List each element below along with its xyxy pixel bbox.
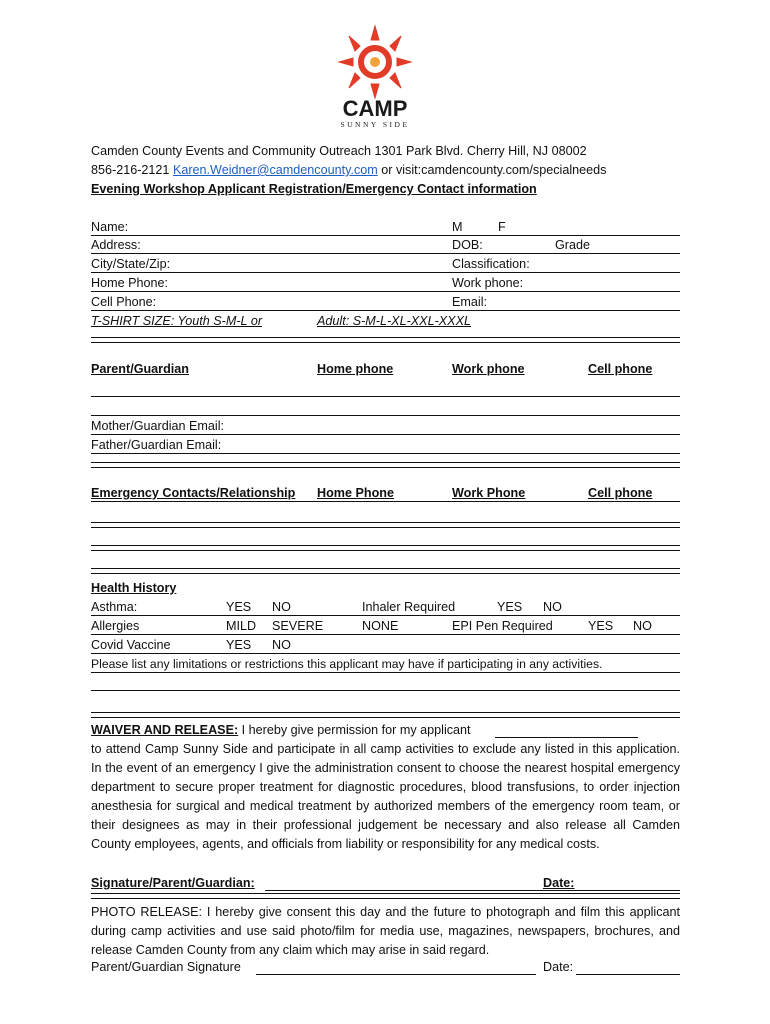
guardian-row-1[interactable] xyxy=(91,396,680,397)
logo-brand-text: CAMP xyxy=(342,96,408,121)
inhaler-yes[interactable]: YES xyxy=(497,600,523,614)
address-field[interactable] xyxy=(91,253,680,254)
waiver-date-label: Date: xyxy=(543,876,575,890)
header-address: Camden County Events and Community Outreach 1301 Park Blvd. Cherry Hill, NJ 08002 xyxy=(91,144,587,158)
section-divider xyxy=(91,462,680,468)
limitations-field-1[interactable] xyxy=(91,672,680,673)
epi-pen-no[interactable]: NO xyxy=(633,619,652,633)
allergies-label: Allergies xyxy=(91,619,140,633)
allergies-severe[interactable]: SEVERE xyxy=(272,619,324,633)
photo-release-body: PHOTO RELEASE: I hereby give consent this day and the future to photograph and film this applicant during camp activities and use said photo/film for media use, magazines, newspapers, brochures, and release Camden County from any claim which may arise in said regard. xyxy=(91,905,680,957)
female-label: F xyxy=(498,220,506,234)
form-title: Evening Workshop Applicant Registration/Emergency Contact information xyxy=(91,182,537,196)
photo-signature-field[interactable] xyxy=(256,974,536,975)
city-field[interactable] xyxy=(91,272,680,273)
asthma-yes[interactable]: YES xyxy=(226,600,252,614)
father-email-field[interactable] xyxy=(91,453,680,454)
inhaler-label: Inhaler Required xyxy=(362,600,456,614)
header-visit: or visit:camdencounty.com/specialneeds xyxy=(381,163,607,177)
photo-date-field[interactable] xyxy=(576,974,680,975)
email-label: Email: xyxy=(452,295,487,309)
male-label: M xyxy=(452,220,463,234)
name-field[interactable] xyxy=(91,235,680,236)
allergies-row-line xyxy=(91,634,680,635)
inhaler-no[interactable]: NO xyxy=(543,600,562,614)
emergency-header-underline xyxy=(91,501,680,502)
tshirt-youth-label: T-SHIRT SIZE: Youth S-M-L or xyxy=(91,314,263,328)
covid-vaccine-label: Covid Vaccine xyxy=(91,638,171,652)
home-phone-field[interactable] xyxy=(91,291,680,292)
grade-label: Grade xyxy=(555,238,591,252)
section-divider xyxy=(91,893,680,899)
home-phone-label: Home Phone: xyxy=(91,276,169,290)
sun-icon xyxy=(339,26,411,98)
waiver-signature-label: Signature/Parent/Guardian: xyxy=(91,876,255,890)
covid-row-line xyxy=(91,653,680,654)
applicant-name-field[interactable] xyxy=(495,737,638,738)
emergency-work-phone-header: Work Phone xyxy=(452,486,526,500)
section-divider xyxy=(91,712,680,718)
father-email-label: Father/Guardian Email: xyxy=(91,438,222,452)
emergency-row-1[interactable] xyxy=(91,522,680,528)
waiver-intro-line xyxy=(91,723,471,738)
limitations-field-2[interactable] xyxy=(91,690,680,691)
waiver-intro: I hereby give permission for my applicant xyxy=(238,723,471,737)
allergies-mild[interactable]: MILD xyxy=(226,619,257,633)
header-email-link[interactable]: Karen.Weidner@camdencounty.com xyxy=(172,163,378,177)
city-label: City/State/Zip: xyxy=(91,257,171,271)
emergency-cell-phone-header: Cell phone xyxy=(588,486,653,500)
covid-no[interactable]: NO xyxy=(272,638,291,652)
cell-phone-field[interactable] xyxy=(91,310,680,311)
dob-label: DOB: xyxy=(452,238,483,252)
asthma-row-line xyxy=(91,615,680,616)
guardian-row-2[interactable] xyxy=(91,415,680,416)
work-phone-label: Work phone: xyxy=(452,276,524,290)
logo-sub-text: SUNNY SIDE xyxy=(340,120,410,129)
epi-pen-yes[interactable]: YES xyxy=(588,619,614,633)
waiver-label: WAIVER AND RELEASE: xyxy=(91,723,239,737)
header-contact-line xyxy=(91,163,606,178)
guardian-home-phone-header: Home phone xyxy=(317,362,394,376)
covid-yes[interactable]: YES xyxy=(226,638,252,652)
emergency-contacts-header: Emergency Contacts/Relationship xyxy=(91,486,296,500)
mother-email-field[interactable] xyxy=(91,434,680,435)
photo-signature-label: Parent/Guardian Signature xyxy=(91,960,241,974)
epi-pen-label: EPI Pen Required xyxy=(452,619,553,633)
asthma-label: Asthma: xyxy=(91,600,138,614)
address-label: Address: xyxy=(91,238,141,252)
allergies-none[interactable]: NONE xyxy=(362,619,399,633)
camp-sunny-side-logo xyxy=(330,24,420,130)
section-divider xyxy=(91,568,680,574)
cell-phone-label: Cell Phone: xyxy=(91,295,157,309)
classification-label: Classification: xyxy=(452,257,530,271)
section-divider xyxy=(91,337,680,343)
asthma-no[interactable]: NO xyxy=(272,600,291,614)
name-label: Name: xyxy=(91,220,129,234)
guardian-cell-phone-header: Cell phone xyxy=(588,362,653,376)
health-history-title: Health History xyxy=(91,581,177,595)
limitations-prompt: Please list any limitations or restrictions this applicant may have if participating in any activities. xyxy=(91,657,603,671)
tshirt-adult-label: Adult: S-M-L-XL-XXL-XXXL xyxy=(317,314,471,328)
parent-guardian-header: Parent/Guardian xyxy=(91,362,189,376)
emergency-home-phone-header: Home Phone xyxy=(317,486,394,500)
photo-date-label: Date: xyxy=(543,960,574,974)
mother-email-label: Mother/Guardian Email: xyxy=(91,419,224,433)
waiver-signature-field[interactable] xyxy=(265,890,680,891)
waiver-body: to attend Camp Sunny Side and participate in all camp activities to exclude any listed in this application. In the event of an emergency I give the administration consent to choose the nearest hospital emergency department to secure proper treatment for diagnostic procedures, blood transfusions, to order injection anesthesia for surgical and medical treatment by authorized members of the emergency room team, or their designees as may in their professional judgement be necessary and also release all Camden County employees, agents, and officials from liability or responsibility for any medical costs. xyxy=(91,742,680,851)
header-phone: 856-216-2121 xyxy=(91,163,170,177)
emergency-row-2[interactable] xyxy=(91,545,680,551)
guardian-work-phone-header: Work phone xyxy=(452,362,525,376)
